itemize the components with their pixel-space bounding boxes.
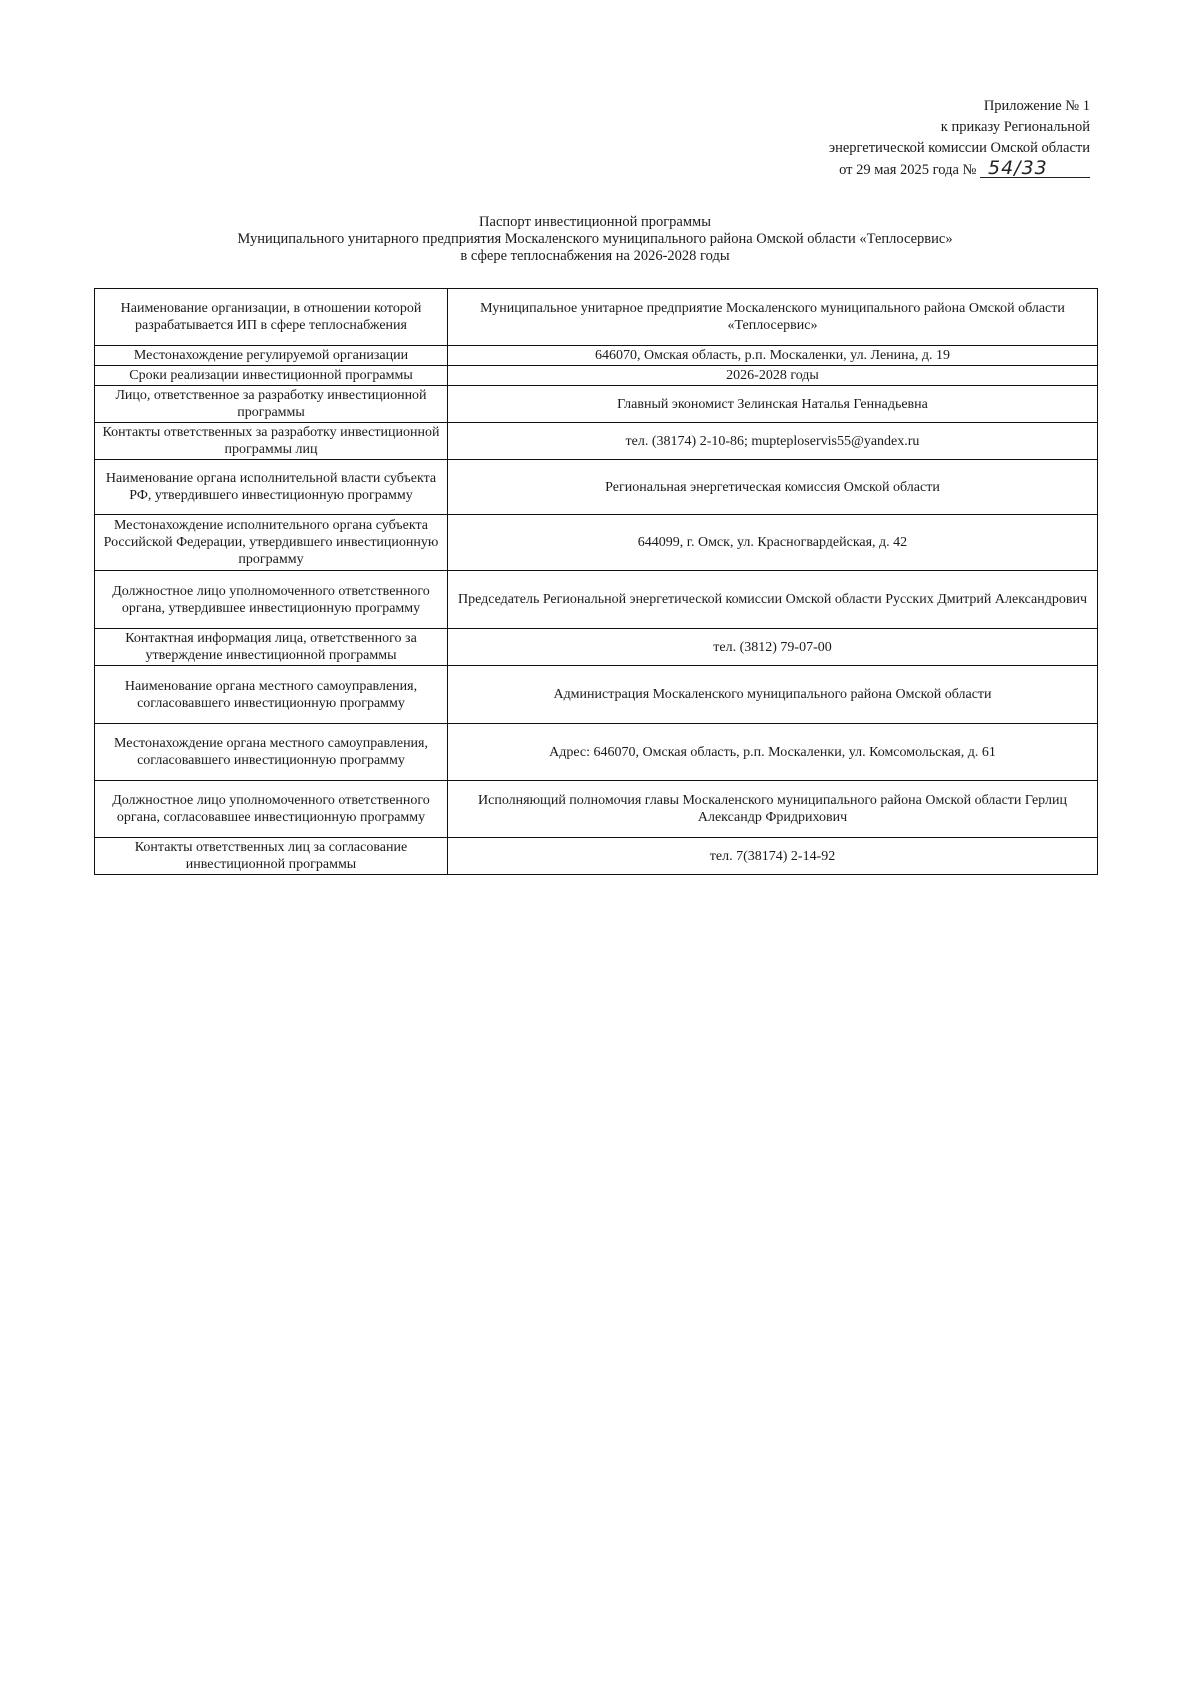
table-row	[95, 724, 1098, 781]
row-value: Администрация Москаленского муниципального района Омской области	[448, 666, 1098, 724]
row-value: Исполняющий полномочия главы Москаленского муниципального района Омской области Герлиц Александр Фридрихович	[448, 781, 1098, 838]
row-value: тел. (38174) 2-10-86; mupteploservis55@yandex.ru	[448, 423, 1098, 460]
row-value: Региональная энергетическая комиссия Омской области	[448, 460, 1098, 515]
title-line-1: Паспорт инвестиционной программы	[479, 214, 711, 230]
table-row	[95, 629, 1098, 666]
appendix-line-2: к приказу Региональной	[940, 119, 1090, 135]
table-row	[95, 571, 1098, 629]
appendix-date-line	[670, 159, 1090, 181]
row-label: Местонахождение органа местного самоуправления, согласовавшего инвестиционную программу	[95, 724, 448, 781]
row-label: Наименование органа исполнительной власти субъекта РФ, утвердившего инвестиционную программу	[95, 460, 448, 515]
row-value: Главный экономист Зелинская Наталья Геннадьевна	[448, 386, 1098, 423]
row-value: Муниципальное унитарное предприятие Москаленского муниципального района Омской области «Теплосервис»	[448, 289, 1098, 346]
table-row	[95, 423, 1098, 460]
table-row	[95, 346, 1098, 366]
row-value: Председатель Региональной энергетической комиссии Омской области Русских Дмитрий Александрович	[448, 571, 1098, 629]
row-value: Адрес: 646070, Омская область, р.п. Москаленки, ул. Комсомольская, д. 61	[448, 724, 1098, 781]
row-label: Контакты ответственных за разработку инвестиционной программы лиц	[95, 423, 448, 460]
document-title	[95, 214, 1095, 265]
row-value: тел. 7(38174) 2-14-92	[448, 838, 1098, 875]
row-label: Контактная информация лица, ответственного за утверждение инвестиционной программы	[95, 629, 448, 666]
row-label: Должностное лицо уполномоченного ответственного органа, утвердившее инвестиционную программу	[95, 571, 448, 629]
appendix-line-1: Приложение № 1	[983, 98, 1090, 114]
row-value: 644099, г. Омск, ул. Красногвардейская, д. 42	[448, 515, 1098, 571]
row-value: 2026-2028 годы	[448, 366, 1098, 386]
passport-table	[94, 288, 1098, 875]
table-row	[95, 515, 1098, 571]
row-label: Контакты ответственных лиц за согласование инвестиционной программы	[95, 838, 448, 875]
row-label: Местонахождение регулируемой организации	[95, 346, 448, 366]
table-row	[95, 666, 1098, 724]
table-row	[95, 838, 1098, 875]
row-value: тел. (3812) 79-07-00	[448, 629, 1098, 666]
appendix-header	[670, 96, 1090, 181]
appendix-line-3: энергетической комиссии Омской области	[828, 140, 1090, 156]
row-label: Наименование организации, в отношении которой разрабатывается ИП в сфере теплоснабжения	[95, 289, 448, 346]
row-label: Должностное лицо уполномоченного ответственного органа, согласовавшее инвестиционную программу	[95, 781, 448, 838]
appendix-date-prefix: от 29 мая 2025 года №	[839, 162, 977, 178]
table-row	[95, 460, 1098, 515]
table-row	[95, 289, 1098, 346]
table-row	[95, 386, 1098, 423]
handwritten-order-number: 54/33	[980, 159, 1090, 178]
row-label: Лицо, ответственное за разработку инвестиционной программы	[95, 386, 448, 423]
title-line-3: в сфере теплоснабжения на 2026-2028 годы	[460, 248, 730, 264]
row-value: 646070, Омская область, р.п. Москаленки, ул. Ленина, д. 19	[448, 346, 1098, 366]
row-label: Сроки реализации инвестиционной программы	[95, 366, 448, 386]
table-row	[95, 781, 1098, 838]
table-row	[95, 366, 1098, 386]
row-label: Наименование органа местного самоуправления, согласовавшего инвестиционную программу	[95, 666, 448, 724]
title-line-2: Муниципального унитарного предприятия Москаленского муниципального района Омской области «Теплосервис»	[237, 231, 953, 247]
row-label: Местонахождение исполнительного органа субъекта Российской Федерации, утвердившего инвестиционную программу	[95, 515, 448, 571]
